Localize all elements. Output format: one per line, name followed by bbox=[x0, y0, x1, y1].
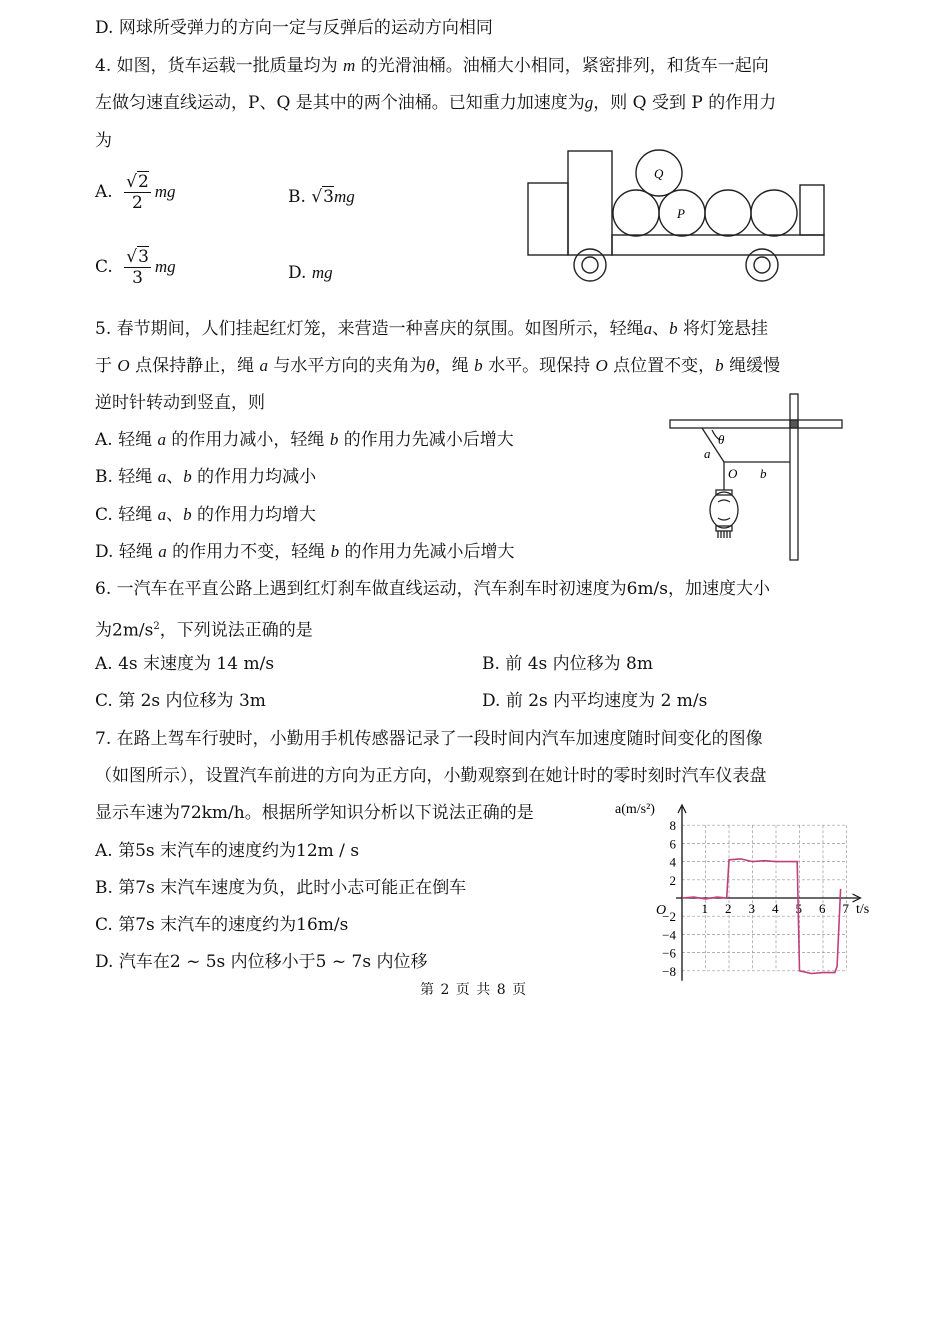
barrel-3 bbox=[705, 190, 751, 236]
acceleration-chart bbox=[610, 795, 880, 995]
q5-option-c: C. 轻绳 a、b 的作用力均增大 bbox=[95, 505, 317, 525]
vertical-pole bbox=[790, 394, 798, 560]
y-tick-label: 8 bbox=[669, 818, 676, 834]
label-b: b bbox=[760, 466, 767, 481]
x-tick-label: 7 bbox=[842, 901, 849, 916]
wheel-front bbox=[574, 249, 606, 281]
x-axis-label: t/s bbox=[856, 902, 870, 917]
y-tick-label: 4 bbox=[669, 854, 676, 870]
label-q: Q bbox=[654, 166, 664, 181]
q4-option-a: A. $\frac{√2}{2}$ mg bbox=[95, 172, 176, 213]
q4-line2: 左做匀速直线运动，P、Q 是其中的两个油桶。已知重力加速度为g，则 Q 受到 P 的作用力 bbox=[95, 93, 777, 113]
y-axis-label: a(m/s²) bbox=[615, 802, 655, 817]
q7-option-c: C. 第7s 末汽车的速度约为16m/s bbox=[95, 915, 349, 935]
lantern-figure bbox=[668, 392, 848, 567]
label-o: O bbox=[728, 466, 738, 481]
q6-option-b: B. 前 4s 内位移为 8m bbox=[482, 654, 653, 674]
q6-option-a: A. 4s 末速度为 14 m/s bbox=[95, 654, 275, 674]
lantern-body bbox=[710, 492, 738, 528]
q5-option-b: B. 轻绳 a、b 的作用力均减小 bbox=[95, 467, 317, 487]
q6-option-c: C. 第 2s 内位移为 3m bbox=[95, 691, 266, 711]
x-tick-label: 1 bbox=[701, 901, 708, 916]
truck-tailgate bbox=[800, 185, 824, 235]
page-footer: 第 2 页 共 8 页 bbox=[420, 982, 528, 998]
chart-axes bbox=[676, 805, 861, 981]
q7-line2: （如图所示），设置汽车前进的方向为正方向，小勤观察到在她计时的零时刻时汽车仪表盘 bbox=[95, 766, 767, 786]
prev-option-d: D. 网球所受弹力的方向一定与反弹后的运动方向相同 bbox=[95, 18, 493, 38]
q4-option-b: B. √3mg bbox=[288, 187, 355, 207]
q7-line3: 显示车速为72km/h。根据所学知识分析以下说法正确的是 bbox=[95, 803, 534, 823]
q4-option-c: C. $\frac{√3}{3}$ mg bbox=[95, 247, 176, 288]
q7-option-a: A. 第5s 末汽车的速度约为12m / s bbox=[95, 841, 360, 861]
ceiling-beam bbox=[670, 420, 842, 428]
x-tick-label: 5 bbox=[795, 901, 802, 916]
truck-bed bbox=[612, 235, 824, 255]
y-tick-label: −8 bbox=[662, 963, 676, 979]
q5-line3: 逆时针转动到竖直，则 bbox=[95, 393, 265, 413]
q6-option-d: D. 前 2s 内平均速度为 2 m/s bbox=[482, 691, 708, 711]
q4-line1: 4. 如图，货车运载一批质量均为 m 的光滑油桶。油桶大小相同，紧密排列，和货车一起向 bbox=[95, 56, 769, 76]
origin-label: O bbox=[656, 903, 667, 918]
truck-cab-top bbox=[568, 151, 612, 255]
x-tick-label: 2 bbox=[725, 901, 732, 916]
q7-option-b: B. 第7s 末汽车速度为负，此时小志可能正在倒车 bbox=[95, 878, 467, 898]
x-tick-label: 6 bbox=[819, 901, 826, 916]
truck-figure bbox=[520, 145, 830, 285]
label-a: a bbox=[704, 446, 711, 461]
y-tick-label: −4 bbox=[662, 927, 676, 943]
wheel-rear bbox=[746, 249, 778, 281]
barrel-4 bbox=[751, 190, 797, 236]
y-tick-label: 6 bbox=[669, 836, 676, 852]
q5-line1: 5. 春节期间，人们挂起红灯笼，来营造一种喜庆的氛围。如图所示，轻绳a、b 将灯笼悬挂 bbox=[95, 319, 769, 339]
q6-line1: 6. 一汽车在平直公路上遇到红灯刹车做直线运动，汽车刹车时初速度为6m/s，加速度大小 bbox=[95, 579, 771, 599]
y-tick-label: −2 bbox=[662, 909, 676, 925]
truck-cab-front bbox=[528, 183, 568, 255]
label-theta: θ bbox=[718, 432, 725, 447]
q5-option-a: A. 轻绳 a 的作用力减小，轻绳 b 的作用力先减小后增大 bbox=[95, 430, 514, 450]
x-tick-label: 3 bbox=[748, 901, 755, 916]
q4-option-d: D. mg bbox=[288, 263, 333, 283]
y-tick-label: 2 bbox=[669, 872, 676, 888]
q4-line3: 为 bbox=[95, 131, 112, 151]
q6-line2: 为$2m/s^2$，下列说法正确的是 bbox=[95, 620, 313, 641]
barrel-1 bbox=[613, 190, 659, 236]
q7-line1: 7. 在路上驾车行驶时，小勤用手机传感器记录了一段时间内汽车加速度随时间变化的图像 bbox=[95, 729, 763, 749]
q5-line2: 于 O 点保持静止，绳 a 与水平方向的夹角为θ，绳 b 水平。现保持 O 点位置不变，b 绳缓慢 bbox=[95, 356, 781, 376]
q5-option-d: D. 轻绳 a 的作用力不变，轻绳 b 的作用力先减小后增大 bbox=[95, 542, 515, 562]
y-tick-label: −6 bbox=[662, 945, 676, 961]
q7-option-d: D. 汽车在2 ~ 5s 内位移小于5 ~ 7s 内位移 bbox=[95, 952, 428, 972]
label-p: P bbox=[677, 206, 685, 221]
x-tick-label: 4 bbox=[772, 901, 779, 916]
joint bbox=[790, 420, 798, 428]
